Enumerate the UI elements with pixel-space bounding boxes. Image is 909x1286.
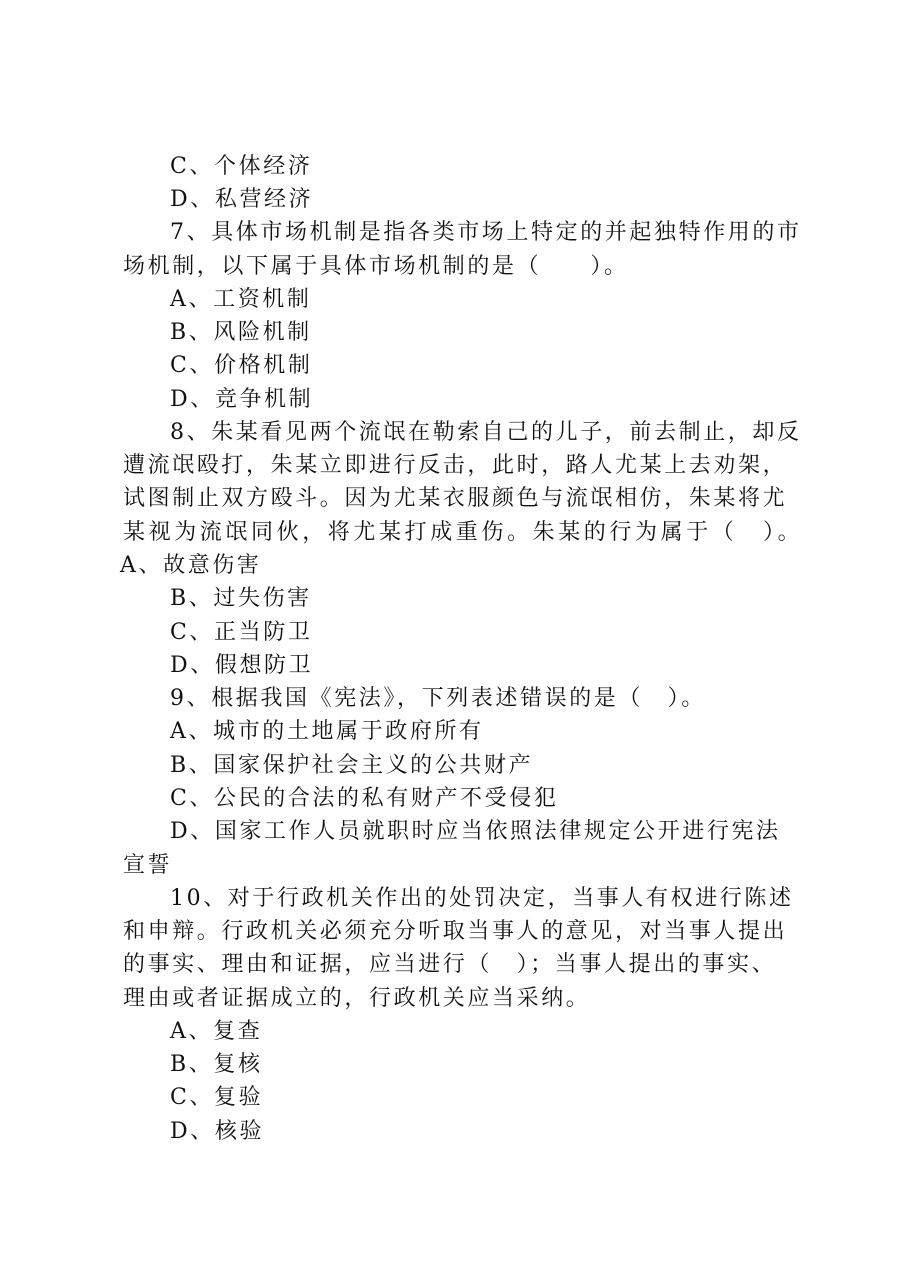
q10-stem-line-4: 理由或者证据成立的，行政机关应当采纳。 (123, 986, 591, 1011)
q10-stem-line-2: 和申辩。行政机关必须充分听取当事人的意见，对当事人提出 (123, 919, 788, 944)
q9-option-d-line-1: D、国家工作人员就职时应当依照法律规定公开进行宪法 (170, 819, 781, 844)
q7-option-a: A、工资机制 (170, 287, 312, 312)
q7-option-c: C、价格机制 (170, 353, 313, 378)
q8-stem-line-2: 遭流氓殴打，朱某立即进行反击，此时，路人尤某上去劝架， (123, 453, 788, 478)
q6-option-c: C、个体经济 (170, 154, 313, 179)
q8-option-c: C、正当防卫 (170, 620, 313, 645)
q7-stem-line-1: 7、具体市场机制是指各类市场上特定的并起独特作用的市 (170, 220, 802, 245)
q8-stem-line-1: 8、朱某看见两个流氓在勒索自己的儿子，前去制止，却反 (170, 420, 802, 445)
q9-option-a: A、城市的土地属于政府所有 (170, 719, 484, 744)
q10-option-a: A、复查 (170, 1019, 263, 1044)
q7-option-b: B、风险机制 (170, 320, 312, 345)
q6-option-d: D、私营经济 (170, 187, 314, 212)
q9-option-d-line-2: 宣誓 (123, 853, 173, 878)
q10-stem-line-3: 的事实、理由和证据，应当进行（ ）；当事人提出的事实、 (123, 952, 777, 977)
q9-option-c: C、公民的合法的私有财产不受侵犯 (170, 786, 559, 811)
q10-option-d: D、核验 (170, 1119, 265, 1144)
q7-stem-line-2: 场机制，以下属于具体市场机制的是（ ）。 (123, 254, 629, 279)
q10-stem-line-1: 10、对于行政机关作出的处罚决定，当事人有权进行陈述 (170, 886, 794, 911)
q8-option-b: B、过失伤害 (170, 586, 312, 611)
q7-option-d: D、竞争机制 (170, 387, 314, 412)
q8-option-d: D、假想防卫 (170, 653, 314, 678)
q9-stem: 9、根据我国《宪法》，下列表述错误的是（ ）。 (170, 686, 706, 711)
q10-option-b: B、复核 (170, 1052, 263, 1077)
q8-stem-line-3: 试图制止双方殴斗。因为尤某衣服颜色与流氓相仿，朱某将尤 (123, 486, 788, 511)
q10-option-c: C、复验 (170, 1085, 264, 1110)
q9-option-b: B、国家保护社会主义的公共财产 (170, 753, 534, 778)
q8-stem-line-4: 某视为流氓同伙，将尤某打成重伤。朱某的行为属于（ ）。 (123, 520, 804, 545)
q8-option-a: A、故意伤害 (120, 553, 262, 578)
